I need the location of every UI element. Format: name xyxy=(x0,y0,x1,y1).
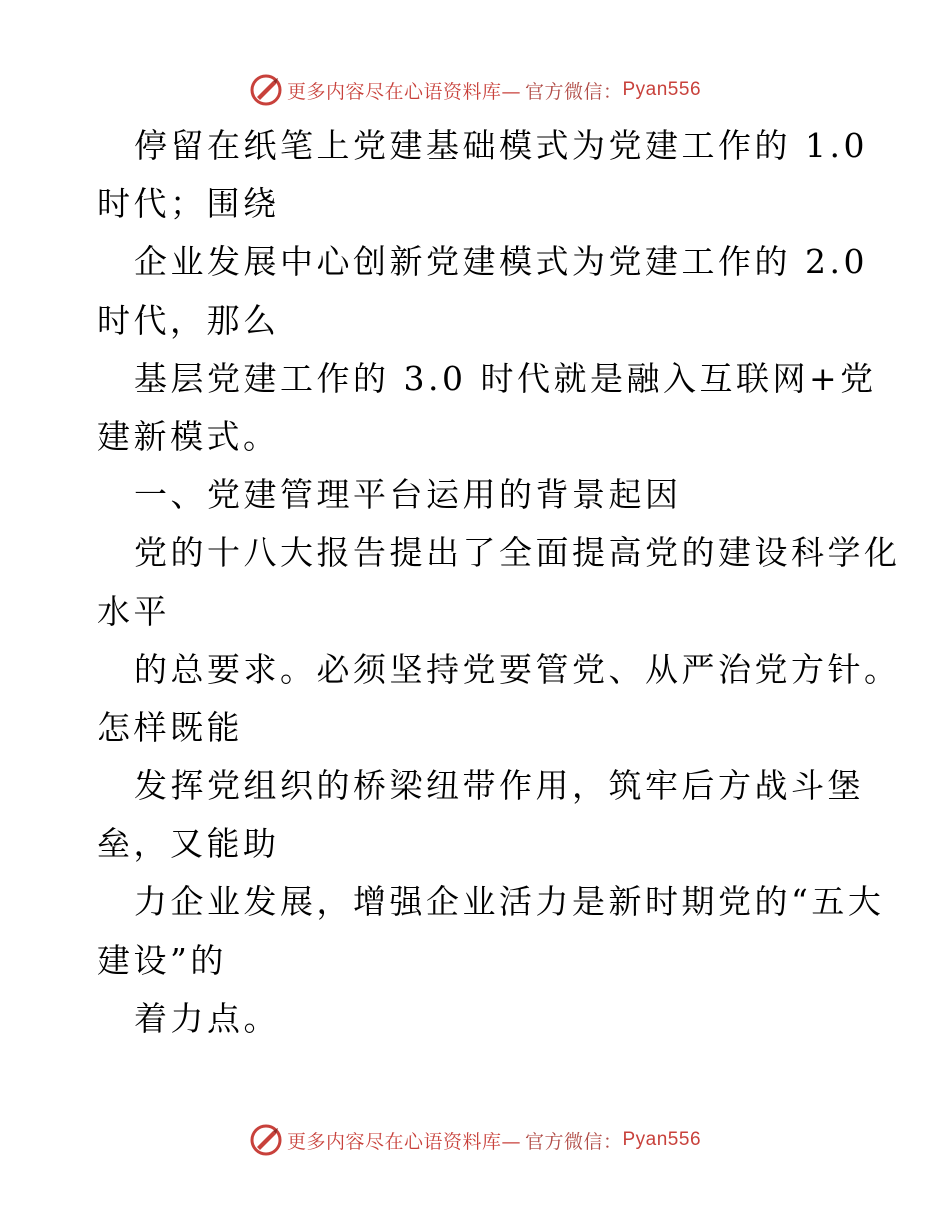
document-body xyxy=(97,117,901,1048)
text-line: 发挥党组织的桥梁纽带作用，筑牢后方战斗堡 xyxy=(134,766,864,806)
text-line: 水平 xyxy=(97,591,170,631)
banner-wechat-label: 官方微信： xyxy=(524,1130,623,1153)
text-line: 时代；围绕 xyxy=(97,184,280,224)
text-line: 建新模式。 xyxy=(97,416,280,456)
text-line: 基层党建工作的 3.0 时代就是融入互联网+党 xyxy=(134,358,877,398)
banner-text: 更多内容尽在心语资料库— xyxy=(286,80,521,103)
header-banner xyxy=(0,70,950,110)
text-line: 垒，又能助 xyxy=(97,824,280,864)
banner-text: 更多内容尽在心语资料库— xyxy=(286,1130,521,1153)
text-line: 时代，那么 xyxy=(97,300,280,340)
text-line: 企业发展中心创新党建模式为党建工作的 2.0 xyxy=(134,242,868,282)
banner-wechat-label: 官方微信： xyxy=(524,80,623,103)
text-line: 力企业发展，增强企业活力是新时期党的“五大 xyxy=(134,882,885,922)
banner-wechat-id: Pyan556 xyxy=(622,79,702,100)
footer-banner xyxy=(0,1120,950,1160)
text-line: 停留在纸笔上党建基础模式为党建工作的 1.0 xyxy=(134,126,868,165)
text-line: 的总要求。必须坚持党要管党、从严治党方针。 xyxy=(134,649,901,689)
banner-wechat-id: Pyan556 xyxy=(622,1129,702,1150)
text-line: 党的十八大报告提出了全面提高党的建设科学化 xyxy=(134,533,901,573)
quill-logo-icon xyxy=(249,1123,283,1157)
section-heading: 一、党建管理平台运用的背景起因 xyxy=(134,475,682,515)
quill-logo-icon xyxy=(249,73,283,107)
text-line: 怎样既能 xyxy=(97,707,243,747)
text-line: 建设”的 xyxy=(97,940,227,980)
text-line: 着力点。 xyxy=(134,998,280,1038)
